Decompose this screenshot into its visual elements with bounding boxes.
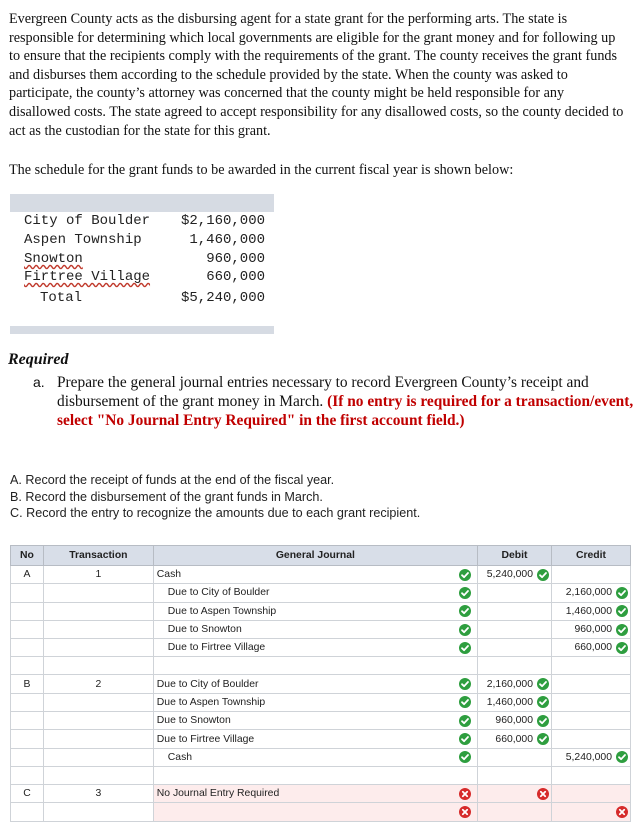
schedule-name: City of Boulder [24, 213, 151, 229]
journal-row [11, 584, 631, 602]
account-field[interactable] [153, 620, 477, 638]
debit-amount: 1,460,000 [486, 696, 533, 708]
journal-row [11, 566, 631, 584]
entry-no: A [11, 566, 44, 584]
col-header-transaction: Transaction [43, 546, 153, 566]
entry-no [11, 639, 44, 657]
account-name: No Journal Entry Required [156, 788, 280, 800]
account-field[interactable] [153, 730, 477, 748]
check-circle-icon [459, 715, 471, 727]
required-heading: Required [8, 351, 69, 368]
transaction-no [43, 803, 153, 821]
account-field[interactable] [153, 602, 477, 620]
entry-no [11, 620, 44, 638]
schedule-row [10, 232, 274, 251]
check-circle-icon [616, 587, 628, 599]
journal-header-row [11, 546, 631, 566]
journal-row [11, 803, 631, 821]
schedule-total-amount: $5,240,000 [180, 290, 265, 306]
debit-field[interactable] [478, 566, 552, 584]
schedule-amount: 960,000 [206, 251, 265, 267]
transaction-no: 1 [43, 566, 153, 584]
check-circle-icon [459, 678, 471, 690]
check-circle-icon [537, 696, 549, 708]
col-header-credit: Credit [551, 546, 630, 566]
transaction-no [43, 730, 153, 748]
journal-table [10, 545, 631, 822]
required-a-text-block [57, 373, 637, 430]
schedule-header-band [10, 194, 274, 212]
check-circle-icon [616, 605, 628, 617]
x-circle-icon [459, 788, 471, 800]
journal-row [11, 602, 631, 620]
col-header-general-journal: General Journal [153, 546, 477, 566]
entry-no [11, 803, 44, 821]
col-header-debit: Debit [478, 546, 552, 566]
schedule-total-row [10, 290, 274, 309]
account-name: Cash [167, 751, 193, 763]
transaction-no: 2 [43, 675, 153, 693]
credit-field[interactable] [551, 639, 630, 657]
credit-amount: 660,000 [574, 642, 612, 654]
entry-no [11, 748, 44, 766]
credit-amount: 1,460,000 [565, 605, 612, 617]
credit-amount: 2,160,000 [565, 587, 612, 599]
journal-row [11, 712, 631, 730]
check-circle-icon [459, 605, 471, 617]
account-name: Due to City of Boulder [156, 678, 259, 690]
required-a-text: Prepare the general journal entries necessary to record Evergreen County’s receipt and disbursement of the grant money in March. [57, 374, 589, 410]
entry-no: B [11, 675, 44, 693]
transaction-no: 3 [43, 784, 153, 802]
schedule-amount: 660,000 [206, 269, 265, 285]
schedule-name: Aspen Township [24, 232, 142, 248]
check-circle-icon [459, 587, 471, 599]
transaction-no [43, 620, 153, 638]
credit-field[interactable] [551, 784, 630, 802]
account-field[interactable] [153, 748, 477, 766]
group-spacer [11, 766, 631, 784]
entry-no [11, 730, 44, 748]
debit-field[interactable] [478, 620, 552, 638]
credit-field[interactable] [551, 748, 630, 766]
journal-row [11, 639, 631, 657]
schedule-total-label: Total [40, 290, 83, 306]
schedule-row [10, 213, 274, 232]
credit-field[interactable] [551, 566, 630, 584]
debit-field[interactable] [478, 803, 552, 821]
debit-field[interactable] [478, 784, 552, 802]
credit-amount: 960,000 [574, 624, 612, 636]
schedule-amount: $2,160,000 [180, 213, 265, 229]
debit-field[interactable] [478, 748, 552, 766]
check-circle-icon [616, 624, 628, 636]
journal-row [11, 620, 631, 638]
account-name: Due to City of Boulder [167, 587, 270, 599]
debit-field[interactable] [478, 693, 552, 711]
account-name: Due to Firtree Village [156, 733, 255, 745]
transaction-no [43, 584, 153, 602]
entry-no [11, 693, 44, 711]
debit-amount: 5,240,000 [486, 569, 533, 581]
check-circle-icon [459, 642, 471, 654]
account-field[interactable] [153, 584, 477, 602]
check-circle-icon [616, 751, 628, 763]
schedule-footer-band [10, 326, 274, 334]
credit-field[interactable] [551, 712, 630, 730]
transaction-no [43, 693, 153, 711]
transaction-no [43, 602, 153, 620]
x-circle-icon [616, 806, 628, 818]
journal-row [11, 730, 631, 748]
transaction-no [43, 748, 153, 766]
step-item: C. Record the entry to recognize the amounts due to each grant recipient. [10, 506, 421, 521]
account-field[interactable] [153, 693, 477, 711]
account-field[interactable] [153, 639, 477, 657]
debit-field[interactable] [478, 730, 552, 748]
credit-field[interactable] [551, 803, 630, 821]
debit-field[interactable] [478, 602, 552, 620]
check-circle-icon [459, 751, 471, 763]
group-spacer [11, 657, 631, 675]
journal-body [11, 566, 631, 822]
entry-no: C [11, 784, 44, 802]
problem-intro: Evergreen County acts as the disbursing agent for a state grant for the performing arts. The state is responsible for determining which local governments are eligible for the grant money and for following up to ensure that the recipients comply with the requirements of the grant. The county receives the grant funds and disburses them according to the schedule provided by the state. When the county was asked to participate, the county’s attorney was concerned that the county might be held responsible for any disallowed costs. The state agreed to accept responsibility for any disallowed costs, so the county decided to act as the custodian for the state for this grant. [9, 11, 624, 139]
schedule-name: Snowton [24, 251, 83, 267]
debit-field[interactable] [478, 675, 552, 693]
account-name: Due to Firtree Village [167, 642, 266, 654]
required-a-label: a. [33, 374, 45, 390]
check-circle-icon [537, 678, 549, 690]
account-name: Due to Snowton [167, 624, 242, 636]
step-item: B. Record the disbursement of the grant funds in March. [10, 489, 323, 504]
credit-field[interactable] [551, 584, 630, 602]
journal-row [11, 693, 631, 711]
entry-no [11, 602, 44, 620]
required-a-note: (If no entry is required for a transaction/event, select "No Journal Entry Required" in the first account field.) [57, 393, 634, 429]
schedule-amount: 1,460,000 [189, 232, 265, 248]
check-circle-icon [537, 733, 549, 745]
debit-field[interactable] [478, 584, 552, 602]
credit-field[interactable] [551, 620, 630, 638]
debit-field[interactable] [478, 712, 552, 730]
credit-field[interactable] [551, 730, 630, 748]
account-name: Cash [156, 569, 182, 581]
journal-row [11, 784, 631, 802]
account-field[interactable] [153, 566, 477, 584]
debit-amount: 960,000 [495, 715, 533, 727]
credit-field[interactable] [551, 693, 630, 711]
step-item: A. Record the receipt of funds at the end of the fiscal year. [10, 473, 335, 487]
check-circle-icon [459, 696, 471, 708]
check-circle-icon [537, 569, 549, 581]
col-header-no: No [11, 546, 44, 566]
schedule-intro: The schedule for the grant funds to be awarded in the current fiscal year is shown below: [9, 162, 514, 178]
account-field[interactable] [153, 675, 477, 693]
journal-row [11, 748, 631, 766]
debit-amount: 660,000 [495, 733, 533, 745]
x-circle-icon [459, 806, 471, 818]
schedule-name: Firtree Village [24, 269, 151, 285]
x-circle-icon [537, 788, 549, 800]
debit-field[interactable] [478, 639, 552, 657]
check-circle-icon [616, 642, 628, 654]
credit-field[interactable] [551, 675, 630, 693]
transaction-no [43, 712, 153, 730]
account-field[interactable] [153, 712, 477, 730]
account-name: Due to Snowton [156, 715, 231, 727]
entry-no [11, 712, 44, 730]
schedule-row [10, 269, 274, 288]
account-field[interactable] [153, 803, 477, 821]
check-circle-icon [459, 569, 471, 581]
credit-field[interactable] [551, 602, 630, 620]
grant-schedule [10, 194, 274, 334]
transaction-no [43, 639, 153, 657]
account-field[interactable] [153, 784, 477, 802]
check-circle-icon [459, 733, 471, 745]
account-name: Due to Aspen Township [167, 605, 277, 617]
step-list [10, 472, 420, 522]
account-name: Due to Aspen Township [156, 696, 266, 708]
debit-amount: 2,160,000 [486, 678, 533, 690]
check-circle-icon [459, 624, 471, 636]
journal-row [11, 675, 631, 693]
check-circle-icon [537, 715, 549, 727]
schedule-row [10, 251, 274, 270]
entry-no [11, 584, 44, 602]
credit-amount: 5,240,000 [565, 751, 612, 763]
